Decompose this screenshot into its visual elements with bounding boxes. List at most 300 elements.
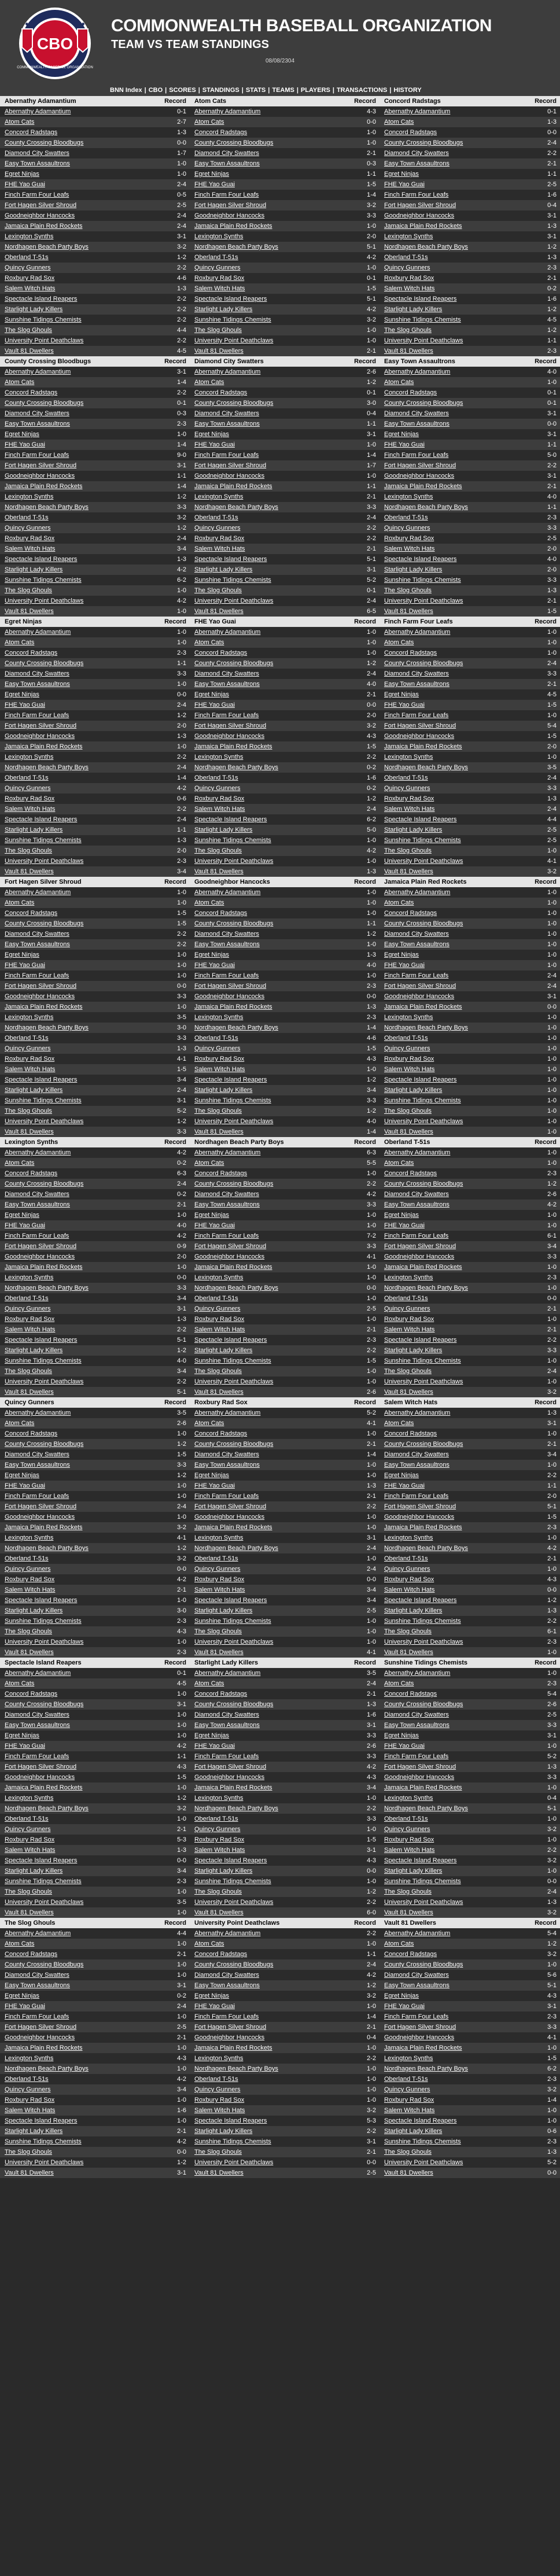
opponent-link[interactable]: Vault 81 Dwellers bbox=[380, 866, 520, 877]
opponent-link[interactable]: Roxbury Rad Sox bbox=[380, 1314, 520, 1324]
opponent-link[interactable]: Oberland T-51s bbox=[380, 1814, 520, 1824]
opponent-link[interactable]: Lexington Synths bbox=[0, 1533, 149, 1543]
opponent-link[interactable]: Lexington Synths bbox=[190, 1012, 339, 1023]
opponent-link[interactable]: The Slog Ghouls bbox=[190, 1626, 339, 1637]
opponent-link[interactable]: Oberland T-51s bbox=[0, 773, 149, 783]
opponent-link[interactable]: Goodneighbor Hancocks bbox=[0, 1252, 149, 1262]
opponent-link[interactable]: Atom Cats bbox=[380, 1418, 520, 1429]
opponent-link[interactable]: Diamond City Swatters bbox=[0, 1189, 149, 1200]
opponent-link[interactable]: Quincy Gunners bbox=[190, 1043, 339, 1054]
opponent-link[interactable]: Starlight Lady Killers bbox=[0, 1866, 149, 1876]
opponent-link[interactable]: Diamond City Swatters bbox=[380, 929, 520, 939]
opponent-link[interactable]: Salem Witch Hats bbox=[0, 544, 149, 554]
opponent-link[interactable]: Abernathy Adamantium bbox=[0, 1928, 149, 1939]
opponent-link[interactable]: Spectacle Island Reapers bbox=[190, 294, 339, 304]
opponent-link[interactable]: University Point Deathclaws bbox=[190, 335, 339, 346]
opponent-link[interactable]: Goodneighbor Hancocks bbox=[0, 1512, 149, 1522]
opponent-link[interactable]: Fort Hagen Silver Shroud bbox=[190, 460, 339, 471]
opponent-link[interactable]: The Slog Ghouls bbox=[0, 846, 149, 856]
opponent-link[interactable]: Concord Radstags bbox=[0, 1168, 149, 1179]
opponent-link[interactable]: Spectacle Island Reapers bbox=[0, 294, 149, 304]
opponent-link[interactable]: The Slog Ghouls bbox=[190, 585, 339, 596]
opponent-link[interactable]: Goodneighbor Hancocks bbox=[0, 731, 149, 741]
opponent-link[interactable]: Roxbury Rad Sox bbox=[380, 2095, 520, 2105]
opponent-link[interactable]: Diamond City Swatters bbox=[380, 1970, 520, 1980]
opponent-link[interactable]: The Slog Ghouls bbox=[0, 1887, 149, 1897]
opponent-link[interactable]: Salem Witch Hats bbox=[190, 2105, 339, 2116]
opponent-link[interactable]: FHE Yao Guai bbox=[0, 179, 149, 190]
opponent-link[interactable]: Sunshine Tidings Chemists bbox=[190, 575, 339, 585]
opponent-link[interactable]: Nordhagen Beach Party Boys bbox=[380, 1543, 520, 1553]
opponent-link[interactable]: Salem Witch Hats bbox=[190, 283, 339, 294]
opponent-link[interactable]: Sunshine Tidings Chemists bbox=[380, 315, 520, 325]
opponent-link[interactable]: Atom Cats bbox=[380, 1678, 520, 1689]
opponent-link[interactable]: The Slog Ghouls bbox=[0, 1626, 149, 1637]
opponent-link[interactable]: Finch Farm Four Leafs bbox=[0, 710, 149, 721]
opponent-link[interactable]: Starlight Lady Killers bbox=[0, 1345, 149, 1356]
opponent-link[interactable]: Quincy Gunners bbox=[0, 1304, 149, 1314]
opponent-link[interactable]: Nordhagen Beach Party Boys bbox=[190, 762, 339, 773]
opponent-link[interactable]: Jamaica Plain Red Rockets bbox=[0, 1002, 149, 1012]
opponent-link[interactable]: Abernathy Adamantium bbox=[0, 1147, 149, 1158]
opponent-link[interactable]: Atom Cats bbox=[380, 637, 520, 648]
opponent-link[interactable]: The Slog Ghouls bbox=[190, 325, 339, 335]
opponent-link[interactable]: Goodneighbor Hancocks bbox=[190, 211, 339, 221]
opponent-link[interactable]: Abernathy Adamantium bbox=[0, 1668, 149, 1678]
opponent-link[interactable]: Atom Cats bbox=[190, 117, 339, 127]
opponent-link[interactable]: Finch Farm Four Leafs bbox=[380, 2012, 520, 2022]
opponent-link[interactable]: Fort Hagen Silver Shroud bbox=[380, 2022, 520, 2032]
opponent-link[interactable]: County Crossing Bloodbugs bbox=[0, 398, 149, 408]
opponent-link[interactable]: Diamond City Swatters bbox=[0, 929, 149, 939]
opponent-link[interactable]: Oberland T-51s bbox=[190, 512, 339, 523]
opponent-link[interactable]: Fort Hagen Silver Shroud bbox=[0, 200, 149, 211]
opponent-link[interactable]: Roxbury Rad Sox bbox=[380, 533, 520, 544]
opponent-link[interactable]: Fort Hagen Silver Shroud bbox=[0, 721, 149, 731]
opponent-link[interactable]: University Point Deathclaws bbox=[190, 596, 339, 606]
opponent-link[interactable]: FHE Yao Guai bbox=[380, 1741, 520, 1751]
opponent-link[interactable]: Vault 81 Dwellers bbox=[190, 1127, 339, 1137]
opponent-link[interactable]: Nordhagen Beach Party Boys bbox=[0, 762, 149, 773]
nav-link-players[interactable]: PLAYERS bbox=[300, 87, 330, 94]
opponent-link[interactable]: Spectacle Island Reapers bbox=[0, 1075, 149, 1085]
opponent-link[interactable]: Finch Farm Four Leafs bbox=[0, 2012, 149, 2022]
opponent-link[interactable]: Nordhagen Beach Party Boys bbox=[0, 1803, 149, 1814]
opponent-link[interactable]: Vault 81 Dwellers bbox=[380, 346, 520, 356]
opponent-link[interactable]: Sunshine Tidings Chemists bbox=[190, 1876, 339, 1887]
opponent-link[interactable]: County Crossing Bloodbugs bbox=[380, 1699, 520, 1710]
opponent-link[interactable]: Egret Ninjas bbox=[0, 429, 149, 440]
opponent-link[interactable]: Easy Town Assaultrons bbox=[0, 1200, 149, 1210]
opponent-link[interactable]: Lexington Synths bbox=[0, 1012, 149, 1023]
opponent-link[interactable]: Vault 81 Dwellers bbox=[0, 606, 149, 617]
opponent-link[interactable]: Lexington Synths bbox=[380, 2053, 520, 2064]
opponent-link[interactable]: Nordhagen Beach Party Boys bbox=[190, 242, 339, 252]
opponent-link[interactable]: University Point Deathclaws bbox=[380, 2157, 520, 2168]
opponent-link[interactable]: University Point Deathclaws bbox=[380, 1637, 520, 1647]
opponent-link[interactable]: Lexington Synths bbox=[380, 231, 520, 242]
opponent-link[interactable]: Fort Hagen Silver Shroud bbox=[190, 981, 339, 991]
opponent-link[interactable]: Egret Ninjas bbox=[190, 429, 339, 440]
opponent-link[interactable]: Jamaica Plain Red Rockets bbox=[190, 1262, 339, 1272]
opponent-link[interactable]: Abernathy Adamantium bbox=[0, 367, 149, 377]
opponent-link[interactable]: Vault 81 Dwellers bbox=[380, 1127, 520, 1137]
opponent-link[interactable]: Oberland T-51s bbox=[380, 2074, 520, 2084]
opponent-link[interactable]: Egret Ninjas bbox=[380, 1210, 520, 1220]
opponent-link[interactable]: Spectacle Island Reapers bbox=[0, 1855, 149, 1866]
opponent-link[interactable]: Nordhagen Beach Party Boys bbox=[380, 242, 520, 252]
opponent-link[interactable]: Roxbury Rad Sox bbox=[190, 273, 339, 283]
opponent-link[interactable]: Starlight Lady Killers bbox=[190, 825, 339, 835]
nav-link-teams[interactable]: TEAMS bbox=[272, 87, 294, 94]
opponent-link[interactable]: The Slog Ghouls bbox=[380, 2147, 520, 2157]
opponent-link[interactable]: Sunshine Tidings Chemists bbox=[0, 1095, 149, 1106]
opponent-link[interactable]: FHE Yao Guai bbox=[0, 1220, 149, 1231]
opponent-link[interactable]: Oberland T-51s bbox=[190, 252, 339, 263]
opponent-link[interactable]: Goodneighbor Hancocks bbox=[0, 471, 149, 481]
opponent-link[interactable]: University Point Deathclaws bbox=[0, 596, 149, 606]
opponent-link[interactable]: Oberland T-51s bbox=[190, 773, 339, 783]
opponent-link[interactable]: Oberland T-51s bbox=[0, 1033, 149, 1043]
opponent-link[interactable]: Vault 81 Dwellers bbox=[0, 1127, 149, 1137]
opponent-link[interactable]: Diamond City Swatters bbox=[190, 408, 339, 419]
opponent-link[interactable]: Lexington Synths bbox=[380, 492, 520, 502]
opponent-link[interactable]: Starlight Lady Killers bbox=[190, 1866, 339, 1876]
opponent-link[interactable]: Concord Radstags bbox=[190, 387, 339, 398]
opponent-link[interactable]: Concord Radstags bbox=[380, 1429, 520, 1439]
opponent-link[interactable]: Concord Radstags bbox=[380, 1689, 520, 1699]
opponent-link[interactable]: Starlight Lady Killers bbox=[380, 564, 520, 575]
opponent-link[interactable]: Nordhagen Beach Party Boys bbox=[0, 1283, 149, 1293]
opponent-link[interactable]: Roxbury Rad Sox bbox=[380, 1054, 520, 1064]
opponent-link[interactable]: Egret Ninjas bbox=[380, 1730, 520, 1741]
opponent-link[interactable]: Concord Radstags bbox=[0, 1429, 149, 1439]
opponent-link[interactable]: Nordhagen Beach Party Boys bbox=[190, 1803, 339, 1814]
opponent-link[interactable]: Oberland T-51s bbox=[190, 1033, 339, 1043]
opponent-link[interactable]: Starlight Lady Killers bbox=[0, 1606, 149, 1616]
opponent-link[interactable]: Egret Ninjas bbox=[0, 1210, 149, 1220]
opponent-link[interactable]: Atom Cats bbox=[380, 1939, 520, 1949]
opponent-link[interactable]: Finch Farm Four Leafs bbox=[190, 1491, 339, 1501]
opponent-link[interactable]: Easy Town Assaultrons bbox=[0, 419, 149, 429]
opponent-link[interactable]: Sunshine Tidings Chemists bbox=[380, 1356, 520, 1366]
opponent-link[interactable]: Starlight Lady Killers bbox=[0, 825, 149, 835]
opponent-link[interactable]: Atom Cats bbox=[0, 637, 149, 648]
opponent-link[interactable]: University Point Deathclaws bbox=[190, 1897, 339, 1907]
opponent-link[interactable]: Quincy Gunners bbox=[0, 523, 149, 533]
opponent-link[interactable]: Abernathy Adamantium bbox=[380, 1408, 520, 1418]
opponent-link[interactable]: Abernathy Adamantium bbox=[190, 106, 339, 117]
opponent-link[interactable]: Diamond City Swatters bbox=[190, 929, 339, 939]
opponent-link[interactable]: Lexington Synths bbox=[380, 1012, 520, 1023]
opponent-link[interactable]: Lexington Synths bbox=[0, 2053, 149, 2064]
opponent-link[interactable]: Salem Witch Hats bbox=[380, 1324, 520, 1335]
opponent-link[interactable]: Egret Ninjas bbox=[0, 1470, 149, 1481]
opponent-link[interactable]: County Crossing Bloodbugs bbox=[380, 658, 520, 669]
opponent-link[interactable]: Abernathy Adamantium bbox=[190, 1147, 339, 1158]
opponent-link[interactable]: Nordhagen Beach Party Boys bbox=[190, 502, 339, 512]
opponent-link[interactable]: Nordhagen Beach Party Boys bbox=[380, 762, 520, 773]
opponent-link[interactable]: FHE Yao Guai bbox=[0, 1741, 149, 1751]
opponent-link[interactable]: Diamond City Swatters bbox=[380, 148, 520, 158]
opponent-link[interactable]: Concord Radstags bbox=[0, 908, 149, 918]
opponent-link[interactable]: Egret Ninjas bbox=[380, 429, 520, 440]
opponent-link[interactable]: Finch Farm Four Leafs bbox=[190, 970, 339, 981]
opponent-link[interactable]: Goodneighbor Hancocks bbox=[190, 2032, 339, 2043]
opponent-link[interactable]: Quincy Gunners bbox=[0, 1043, 149, 1054]
opponent-link[interactable]: Nordhagen Beach Party Boys bbox=[190, 1543, 339, 1553]
opponent-link[interactable]: Roxbury Rad Sox bbox=[380, 1835, 520, 1845]
opponent-link[interactable]: County Crossing Bloodbugs bbox=[0, 1699, 149, 1710]
opponent-link[interactable]: Fort Hagen Silver Shroud bbox=[190, 1762, 339, 1772]
opponent-link[interactable]: University Point Deathclaws bbox=[190, 856, 339, 866]
opponent-link[interactable]: Nordhagen Beach Party Boys bbox=[190, 2064, 339, 2074]
opponent-link[interactable]: Sunshine Tidings Chemists bbox=[190, 1356, 339, 1366]
opponent-link[interactable]: Quincy Gunners bbox=[190, 783, 339, 794]
opponent-link[interactable]: Diamond City Swatters bbox=[0, 148, 149, 158]
opponent-link[interactable]: Diamond City Swatters bbox=[380, 408, 520, 419]
opponent-link[interactable]: Spectacle Island Reapers bbox=[380, 554, 520, 564]
opponent-link[interactable]: Easy Town Assaultrons bbox=[190, 1460, 339, 1470]
opponent-link[interactable]: Lexington Synths bbox=[190, 1793, 339, 1803]
opponent-link[interactable]: Vault 81 Dwellers bbox=[380, 606, 520, 617]
opponent-link[interactable]: Lexington Synths bbox=[0, 492, 149, 502]
opponent-link[interactable]: Sunshine Tidings Chemists bbox=[0, 835, 149, 846]
opponent-link[interactable]: Oberland T-51s bbox=[380, 512, 520, 523]
opponent-link[interactable]: Goodneighbor Hancocks bbox=[190, 1772, 339, 1782]
opponent-link[interactable]: Quincy Gunners bbox=[0, 2084, 149, 2095]
opponent-link[interactable]: Finch Farm Four Leafs bbox=[190, 2012, 339, 2022]
opponent-link[interactable]: University Point Deathclaws bbox=[380, 1116, 520, 1127]
opponent-link[interactable]: Egret Ninjas bbox=[380, 689, 520, 700]
opponent-link[interactable]: Roxbury Rad Sox bbox=[0, 2095, 149, 2105]
opponent-link[interactable]: Easy Town Assaultrons bbox=[380, 1200, 520, 1210]
opponent-link[interactable]: Easy Town Assaultrons bbox=[380, 679, 520, 689]
opponent-link[interactable]: Egret Ninjas bbox=[0, 169, 149, 179]
opponent-link[interactable]: County Crossing Bloodbugs bbox=[190, 918, 339, 929]
opponent-link[interactable]: Finch Farm Four Leafs bbox=[0, 1751, 149, 1762]
opponent-link[interactable]: Easy Town Assaultrons bbox=[190, 158, 339, 169]
opponent-link[interactable]: Roxbury Rad Sox bbox=[0, 1054, 149, 1064]
nav-link-history[interactable]: HISTORY bbox=[393, 87, 422, 94]
opponent-link[interactable]: Abernathy Adamantium bbox=[190, 367, 339, 377]
opponent-link[interactable]: County Crossing Bloodbugs bbox=[190, 1179, 339, 1189]
opponent-link[interactable]: FHE Yao Guai bbox=[190, 2001, 339, 2012]
opponent-link[interactable]: Spectacle Island Reapers bbox=[380, 814, 520, 825]
opponent-link[interactable]: Lexington Synths bbox=[190, 231, 339, 242]
opponent-link[interactable]: Fort Hagen Silver Shroud bbox=[380, 460, 520, 471]
opponent-link[interactable]: Jamaica Plain Red Rockets bbox=[0, 221, 149, 231]
opponent-link[interactable]: Salem Witch Hats bbox=[380, 283, 520, 294]
opponent-link[interactable]: Egret Ninjas bbox=[0, 1730, 149, 1741]
opponent-link[interactable]: FHE Yao Guai bbox=[0, 700, 149, 710]
opponent-link[interactable]: Goodneighbor Hancocks bbox=[190, 471, 339, 481]
opponent-link[interactable]: Oberland T-51s bbox=[380, 1293, 520, 1304]
opponent-link[interactable]: Salem Witch Hats bbox=[380, 1585, 520, 1595]
opponent-link[interactable]: Easy Town Assaultrons bbox=[0, 1460, 149, 1470]
opponent-link[interactable]: Vault 81 Dwellers bbox=[380, 2168, 520, 2178]
opponent-link[interactable]: Abernathy Adamantium bbox=[0, 887, 149, 898]
opponent-link[interactable]: FHE Yao Guai bbox=[190, 179, 339, 190]
opponent-link[interactable]: Diamond City Swatters bbox=[0, 1449, 149, 1460]
opponent-link[interactable]: Quincy Gunners bbox=[190, 2084, 339, 2095]
opponent-link[interactable]: Sunshine Tidings Chemists bbox=[380, 1616, 520, 1626]
opponent-link[interactable]: Quincy Gunners bbox=[0, 1564, 149, 1574]
opponent-link[interactable]: Quincy Gunners bbox=[380, 1304, 520, 1314]
opponent-link[interactable]: Sunshine Tidings Chemists bbox=[380, 575, 520, 585]
opponent-link[interactable]: Lexington Synths bbox=[380, 1533, 520, 1543]
opponent-link[interactable]: County Crossing Bloodbugs bbox=[0, 658, 149, 669]
opponent-link[interactable]: University Point Deathclaws bbox=[190, 2157, 339, 2168]
opponent-link[interactable]: Finch Farm Four Leafs bbox=[0, 970, 149, 981]
opponent-link[interactable]: Fort Hagen Silver Shroud bbox=[0, 1241, 149, 1252]
nav-link-cbo[interactable]: CBO bbox=[148, 87, 163, 94]
opponent-link[interactable]: Lexington Synths bbox=[190, 1533, 339, 1543]
opponent-link[interactable]: Egret Ninjas bbox=[380, 1991, 520, 2001]
opponent-link[interactable]: University Point Deathclaws bbox=[0, 335, 149, 346]
opponent-link[interactable]: Roxbury Rad Sox bbox=[380, 1574, 520, 1585]
opponent-link[interactable]: Concord Radstags bbox=[190, 127, 339, 138]
opponent-link[interactable]: Quincy Gunners bbox=[380, 1043, 520, 1054]
opponent-link[interactable]: Egret Ninjas bbox=[190, 950, 339, 960]
opponent-link[interactable]: Roxbury Rad Sox bbox=[190, 533, 339, 544]
opponent-link[interactable]: Fort Hagen Silver Shroud bbox=[0, 981, 149, 991]
opponent-link[interactable]: Finch Farm Four Leafs bbox=[380, 190, 520, 200]
opponent-link[interactable]: Sunshine Tidings Chemists bbox=[380, 835, 520, 846]
opponent-link[interactable]: Abernathy Adamantium bbox=[190, 627, 339, 637]
opponent-link[interactable]: Concord Radstags bbox=[0, 1689, 149, 1699]
opponent-link[interactable]: Concord Radstags bbox=[190, 648, 339, 658]
opponent-link[interactable]: Sunshine Tidings Chemists bbox=[190, 1095, 339, 1106]
opponent-link[interactable]: Fort Hagen Silver Shroud bbox=[380, 200, 520, 211]
opponent-link[interactable]: Jamaica Plain Red Rockets bbox=[380, 1782, 520, 1793]
opponent-link[interactable]: Jamaica Plain Red Rockets bbox=[380, 1262, 520, 1272]
opponent-link[interactable]: The Slog Ghouls bbox=[190, 846, 339, 856]
opponent-link[interactable]: Easy Town Assaultrons bbox=[380, 939, 520, 950]
opponent-link[interactable]: Quincy Gunners bbox=[190, 263, 339, 273]
opponent-link[interactable]: FHE Yao Guai bbox=[190, 1481, 339, 1491]
opponent-link[interactable]: Fort Hagen Silver Shroud bbox=[0, 1762, 149, 1772]
opponent-link[interactable]: Nordhagen Beach Party Boys bbox=[0, 502, 149, 512]
opponent-link[interactable]: Fort Hagen Silver Shroud bbox=[380, 1501, 520, 1512]
opponent-link[interactable]: Goodneighbor Hancocks bbox=[380, 991, 520, 1002]
opponent-link[interactable]: FHE Yao Guai bbox=[380, 960, 520, 970]
opponent-link[interactable]: Starlight Lady Killers bbox=[190, 1085, 339, 1095]
opponent-link[interactable]: Vault 81 Dwellers bbox=[0, 1647, 149, 1658]
opponent-link[interactable]: County Crossing Bloodbugs bbox=[380, 138, 520, 148]
opponent-link[interactable]: Starlight Lady Killers bbox=[0, 2126, 149, 2136]
opponent-link[interactable]: University Point Deathclaws bbox=[0, 1376, 149, 1387]
opponent-link[interactable]: Jamaica Plain Red Rockets bbox=[0, 481, 149, 492]
opponent-link[interactable]: Spectacle Island Reapers bbox=[0, 554, 149, 564]
opponent-link[interactable]: Finch Farm Four Leafs bbox=[0, 1231, 149, 1241]
nav-link-scores[interactable]: SCORES bbox=[169, 87, 196, 94]
opponent-link[interactable]: Atom Cats bbox=[190, 637, 339, 648]
opponent-link[interactable]: Jamaica Plain Red Rockets bbox=[190, 741, 339, 752]
opponent-link[interactable]: Egret Ninjas bbox=[190, 1730, 339, 1741]
opponent-link[interactable]: Quincy Gunners bbox=[380, 1564, 520, 1574]
opponent-link[interactable]: Vault 81 Dwellers bbox=[380, 1387, 520, 1397]
opponent-link[interactable]: Nordhagen Beach Party Boys bbox=[0, 1023, 149, 1033]
opponent-link[interactable]: Finch Farm Four Leafs bbox=[0, 190, 149, 200]
opponent-link[interactable]: Concord Radstags bbox=[190, 908, 339, 918]
opponent-link[interactable]: Sunshine Tidings Chemists bbox=[0, 2136, 149, 2147]
opponent-link[interactable]: Goodneighbor Hancocks bbox=[380, 1772, 520, 1782]
opponent-link[interactable]: Spectacle Island Reapers bbox=[380, 1075, 520, 1085]
opponent-link[interactable]: Roxbury Rad Sox bbox=[190, 2095, 339, 2105]
opponent-link[interactable]: Lexington Synths bbox=[190, 2053, 339, 2064]
opponent-link[interactable]: Easy Town Assaultrons bbox=[0, 1720, 149, 1730]
opponent-link[interactable]: County Crossing Bloodbugs bbox=[190, 1699, 339, 1710]
opponent-link[interactable]: Concord Radstags bbox=[380, 648, 520, 658]
opponent-link[interactable]: Goodneighbor Hancocks bbox=[380, 471, 520, 481]
opponent-link[interactable]: Sunshine Tidings Chemists bbox=[190, 1616, 339, 1626]
opponent-link[interactable]: Vault 81 Dwellers bbox=[190, 1647, 339, 1658]
opponent-link[interactable]: Egret Ninjas bbox=[380, 169, 520, 179]
opponent-link[interactable]: Fort Hagen Silver Shroud bbox=[190, 1501, 339, 1512]
opponent-link[interactable]: Oberland T-51s bbox=[0, 252, 149, 263]
opponent-link[interactable]: Concord Radstags bbox=[380, 908, 520, 918]
opponent-link[interactable]: Lexington Synths bbox=[0, 1793, 149, 1803]
opponent-link[interactable]: University Point Deathclaws bbox=[190, 1116, 339, 1127]
opponent-link[interactable]: Salem Witch Hats bbox=[0, 1585, 149, 1595]
opponent-link[interactable]: Egret Ninjas bbox=[190, 1991, 339, 2001]
opponent-link[interactable]: FHE Yao Guai bbox=[0, 440, 149, 450]
opponent-link[interactable]: Oberland T-51s bbox=[380, 252, 520, 263]
opponent-link[interactable]: Concord Radstags bbox=[0, 648, 149, 658]
opponent-link[interactable]: Oberland T-51s bbox=[0, 2074, 149, 2084]
opponent-link[interactable]: Roxbury Rad Sox bbox=[380, 794, 520, 804]
opponent-link[interactable]: Salem Witch Hats bbox=[190, 1324, 339, 1335]
opponent-link[interactable]: Nordhagen Beach Party Boys bbox=[380, 1803, 520, 1814]
opponent-link[interactable]: Goodneighbor Hancocks bbox=[380, 1512, 520, 1522]
opponent-link[interactable]: Diamond City Swatters bbox=[380, 669, 520, 679]
opponent-link[interactable]: Starlight Lady Killers bbox=[0, 1085, 149, 1095]
opponent-link[interactable]: Atom Cats bbox=[190, 1939, 339, 1949]
opponent-link[interactable]: Finch Farm Four Leafs bbox=[190, 450, 339, 460]
opponent-link[interactable]: Spectacle Island Reapers bbox=[380, 1335, 520, 1345]
opponent-link[interactable]: University Point Deathclaws bbox=[190, 1376, 339, 1387]
opponent-link[interactable]: Abernathy Adamantium bbox=[0, 1408, 149, 1418]
opponent-link[interactable]: University Point Deathclaws bbox=[380, 1376, 520, 1387]
opponent-link[interactable]: Lexington Synths bbox=[0, 752, 149, 762]
opponent-link[interactable]: University Point Deathclaws bbox=[0, 856, 149, 866]
opponent-link[interactable]: FHE Yao Guai bbox=[380, 179, 520, 190]
nav-link-standings[interactable]: STANDINGS bbox=[202, 87, 240, 94]
opponent-link[interactable]: Diamond City Swatters bbox=[190, 1449, 339, 1460]
opponent-link[interactable]: Concord Radstags bbox=[0, 127, 149, 138]
opponent-link[interactable]: Vault 81 Dwellers bbox=[0, 1387, 149, 1397]
opponent-link[interactable]: Goodneighbor Hancocks bbox=[0, 991, 149, 1002]
opponent-link[interactable]: Goodneighbor Hancocks bbox=[380, 211, 520, 221]
opponent-link[interactable]: Easy Town Assaultrons bbox=[0, 158, 149, 169]
opponent-link[interactable]: Finch Farm Four Leafs bbox=[190, 1751, 339, 1762]
opponent-link[interactable]: Salem Witch Hats bbox=[190, 544, 339, 554]
opponent-link[interactable]: University Point Deathclaws bbox=[380, 856, 520, 866]
opponent-link[interactable]: Jamaica Plain Red Rockets bbox=[0, 1262, 149, 1272]
opponent-link[interactable]: Starlight Lady Killers bbox=[190, 564, 339, 575]
opponent-link[interactable]: Jamaica Plain Red Rockets bbox=[380, 1002, 520, 1012]
opponent-link[interactable]: Spectacle Island Reapers bbox=[190, 1075, 339, 1085]
opponent-link[interactable]: Sunshine Tidings Chemists bbox=[0, 1616, 149, 1626]
opponent-link[interactable]: Starlight Lady Killers bbox=[190, 1345, 339, 1356]
opponent-link[interactable]: Egret Ninjas bbox=[0, 1991, 149, 2001]
opponent-link[interactable]: Fort Hagen Silver Shroud bbox=[380, 1762, 520, 1772]
opponent-link[interactable]: Jamaica Plain Red Rockets bbox=[190, 1522, 339, 1533]
opponent-link[interactable]: County Crossing Bloodbugs bbox=[0, 1179, 149, 1189]
opponent-link[interactable]: University Point Deathclaws bbox=[380, 335, 520, 346]
opponent-link[interactable]: Finch Farm Four Leafs bbox=[190, 190, 339, 200]
